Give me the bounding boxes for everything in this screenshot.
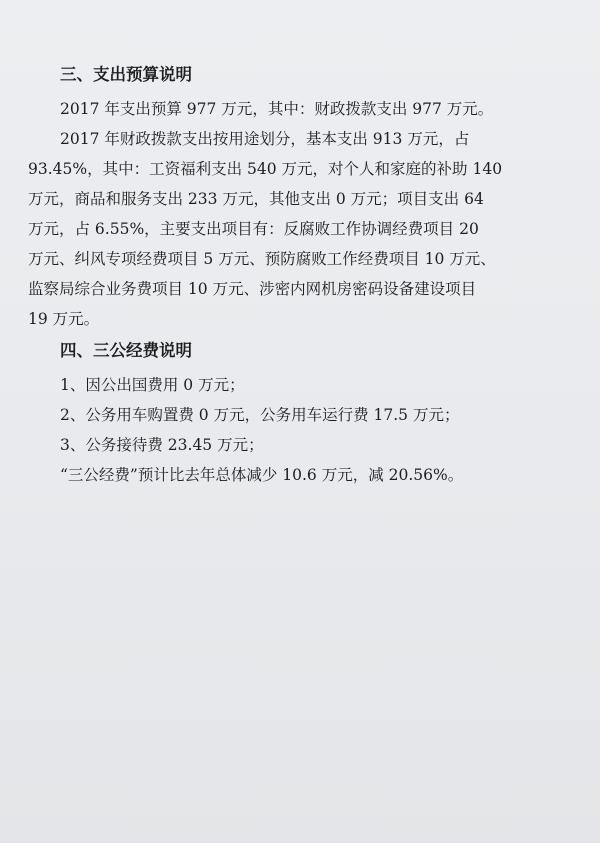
section-3-line-7: 监察局综合业务费项目 10 万元、涉密内网机房密码设备建设项目 [28,280,477,298]
section-3-line-2: 2017 年财政拨款支出按用途划分，基本支出 913 万元，占 [60,130,470,148]
document-body [28,60,558,490]
section-3-line-5: 万元，占 6.55%，主要支出项目有：反腐败工作协调经费项目 20 [28,220,479,238]
section-3-line-4: 万元，商品和服务支出 233 万元，其他支出 0 万元；项目支出 64 [28,190,484,208]
section-3-heading: 三、支出预算说明 [60,65,192,84]
section-3-line-1: 2017 年支出预算 977 万元，其中：财政拨款支出 977 万元。 [60,100,494,118]
section-4-item-1: 1、因公出国费用 0 万元； [60,376,245,394]
section-4-heading: 四、三公经费说明 [60,341,192,360]
section-4-summary: “三公经费”预计比去年总体减少 10.6 万元，减 20.56%。 [60,466,464,484]
section-4-item-2: 2、公务用车购置费 0 万元，公务用车运行费 17.5 万元； [60,406,460,424]
section-3-line-8: 19 万元。 [28,310,100,328]
section-3-line-3: 93.45%，其中：工资福利支出 540 万元，对个人和家庭的补助 140 [28,160,503,178]
section-3-line-6: 万元、纠风专项经费项目 5 万元、预防腐败工作经费项目 10 万元、 [28,250,496,268]
section-4-item-3: 3、公务接待费 23.45 万元； [60,436,264,454]
